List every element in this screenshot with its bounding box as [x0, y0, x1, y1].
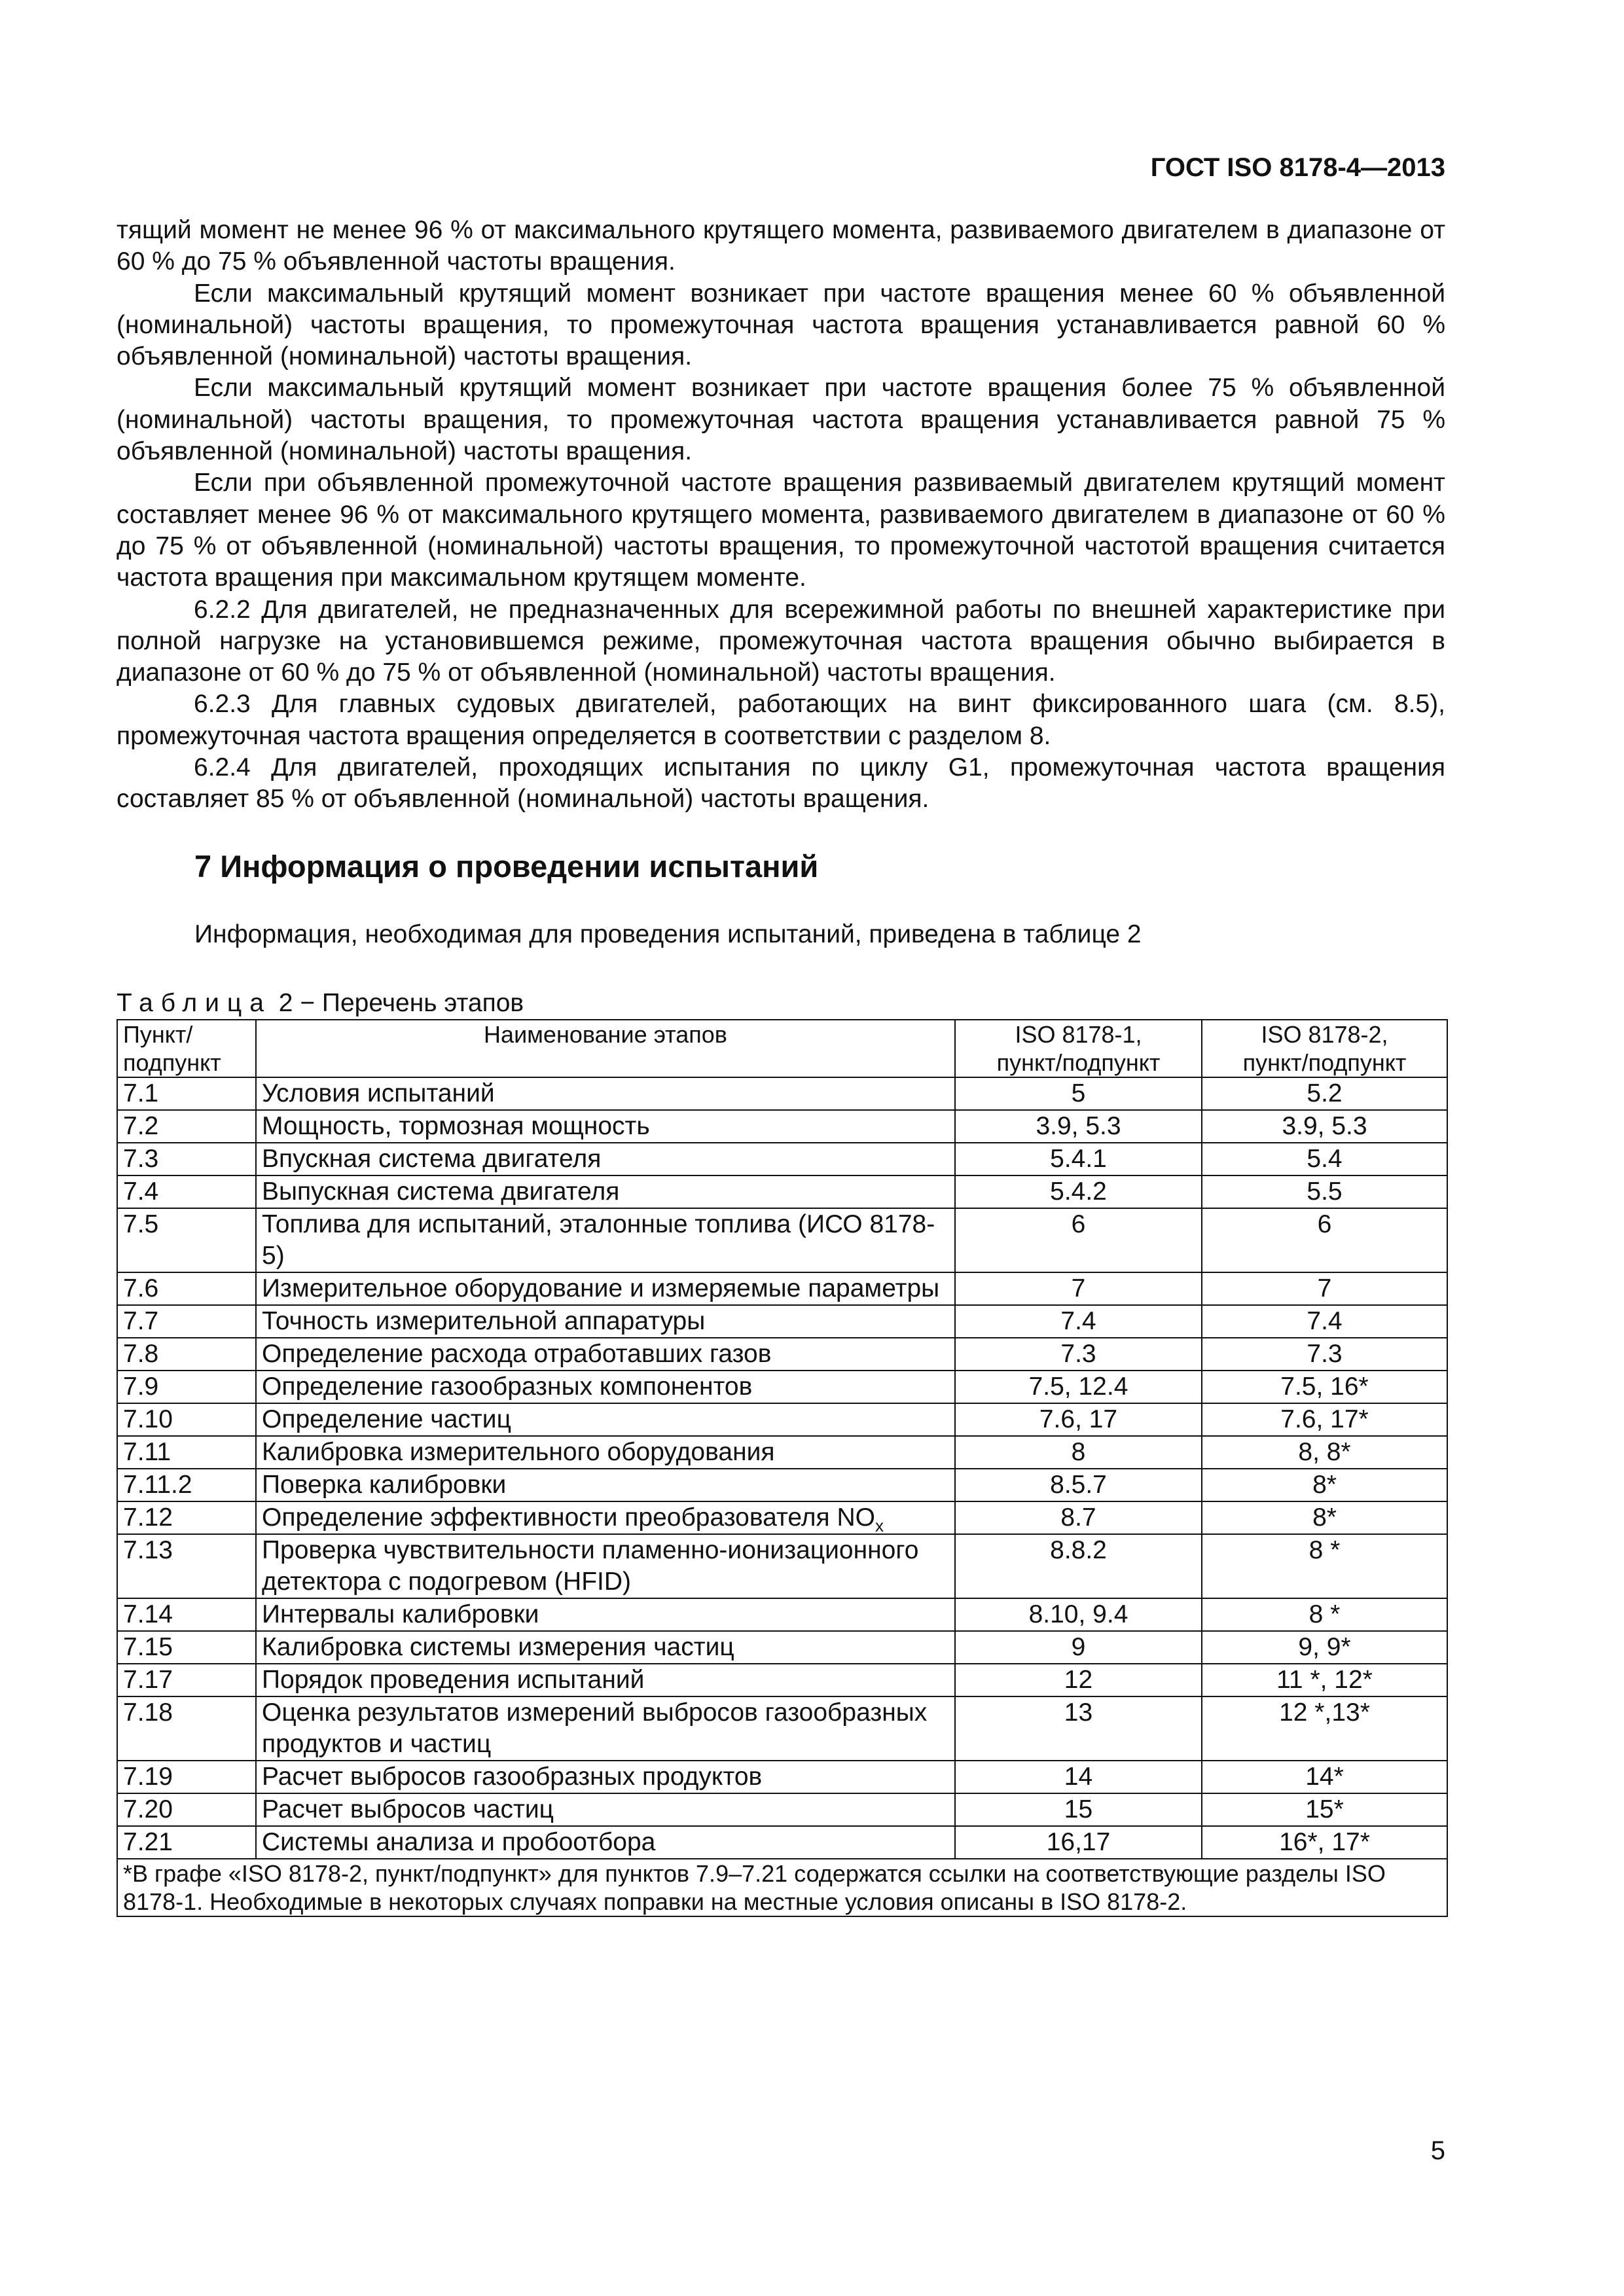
cell-stage-name: Порядок проведения испытаний: [256, 1664, 955, 1696]
cell-iso-8178-1: 9: [955, 1631, 1202, 1664]
cell-item: 7.9: [117, 1371, 256, 1403]
cell-item: 7.5: [117, 1208, 256, 1272]
cell-iso-8178-1: 7.4: [955, 1305, 1202, 1338]
cell-iso-8178-2: 8*: [1202, 1501, 1447, 1534]
table-footnote: *В графе «ISO 8178-2, пункт/подпункт» для пунктов 7.9–7.21 содержатся ссылки на соответствующие разделы ISO 8178-1. Необходимые в некоторых случаях поправки на местные условия описаны в ISO 8178-2.: [117, 1859, 1447, 1916]
cell-iso-8178-1: 8.7: [955, 1501, 1202, 1534]
table-row: [117, 1272, 1447, 1305]
cell-item: 7.17: [117, 1664, 256, 1696]
table-row: [117, 1305, 1447, 1338]
cell-item: 7.13: [117, 1534, 256, 1598]
table-row: [117, 1696, 1447, 1761]
cell-item: 7.15: [117, 1631, 256, 1664]
cell-iso-8178-1: 7: [955, 1272, 1202, 1305]
cell-iso-8178-1: 5: [955, 1077, 1202, 1110]
cell-stage-name: Точность измерительной аппаратуры: [256, 1305, 955, 1338]
cell-iso-8178-1: 15: [955, 1793, 1202, 1826]
cell-stage-name: Впускная система двигателя: [256, 1143, 955, 1175]
page-number: 5: [1430, 2136, 1445, 2165]
cell-item: 7.6: [117, 1272, 256, 1305]
cell-item: 7.12: [117, 1501, 256, 1534]
cell-stage-name: Оценка результатов измерений выбросов газообразных продуктов и частиц: [256, 1696, 955, 1761]
header-stage-name: Наименование этапов: [256, 1020, 955, 1077]
cell-item: 7.19: [117, 1761, 256, 1793]
table-caption: [117, 988, 524, 1019]
subscript: x: [875, 1515, 884, 1535]
table-body: [117, 1077, 1447, 1859]
document-code-header: ГОСТ ISO 8178-4—2013: [1150, 153, 1445, 182]
cell-stage-name: Интервалы калибровки: [256, 1598, 955, 1631]
table-caption-word: Таблица: [117, 989, 272, 1017]
table-caption-number: 2: [278, 989, 293, 1017]
table-row: [117, 1077, 1447, 1110]
cell-iso-8178-2: 3.9, 5.3: [1202, 1110, 1447, 1143]
table-footnote-row: [117, 1859, 1447, 1916]
cell-iso-8178-2: 12 *,13*: [1202, 1696, 1447, 1761]
section-intro: Информация, необходимая для проведения испытаний, приведена в таблице 2: [194, 920, 1142, 948]
cell-iso-8178-2: 7: [1202, 1272, 1447, 1305]
cell-iso-8178-1: 7.5, 12.4: [955, 1371, 1202, 1403]
cell-iso-8178-2: 8, 8*: [1202, 1436, 1447, 1469]
cell-iso-8178-2: 5.2: [1202, 1077, 1447, 1110]
cell-stage-name: Калибровка измерительного оборудования: [256, 1436, 955, 1469]
header-iso-8178-1: ISO 8178-1, пункт/подпункт: [955, 1020, 1202, 1077]
table-row: [117, 1143, 1447, 1175]
paragraph: 6.2.3 Для главных судовых двигателей, работающих на винт фиксированного шага (см. 8.5), промежуточная частота вращения определяется в соответствии с разделом 8.: [117, 690, 1445, 750]
cell-stage-name: Расчет выбросов газообразных продуктов: [256, 1761, 955, 1793]
table-row: [117, 1110, 1447, 1143]
cell-item: 7.11: [117, 1436, 256, 1469]
cell-item: 7.7: [117, 1305, 256, 1338]
cell-iso-8178-1: 13: [955, 1696, 1202, 1761]
cell-iso-8178-2: 7.5, 16*: [1202, 1371, 1447, 1403]
cell-iso-8178-2: 11 *, 12*: [1202, 1664, 1447, 1696]
cell-stage-name: Системы анализа и пробоотбора: [256, 1826, 955, 1859]
cell-stage-name: Расчет выбросов частиц: [256, 1793, 955, 1826]
table-row: [117, 1436, 1447, 1469]
cell-item: 7.4: [117, 1175, 256, 1208]
paragraph: 6.2.4 Для двигателей, проходящих испытания по циклу G1, промежуточная частота вращения составляет 85 % от объявленной (номинальной) частоты вращения.: [117, 753, 1445, 814]
header-item: Пункт/ подпункт: [117, 1020, 256, 1077]
cell-stage-name: Топлива для испытаний, эталонные топлива (ИСО 8178-5): [256, 1208, 955, 1272]
table-header-row: [117, 1020, 1447, 1077]
cell-iso-8178-2: 8 *: [1202, 1534, 1447, 1598]
cell-iso-8178-2: 7.6, 17*: [1202, 1403, 1447, 1436]
table-row: [117, 1534, 1447, 1598]
cell-item: 7.2: [117, 1110, 256, 1143]
table-row: [117, 1403, 1447, 1436]
table-row: [117, 1793, 1447, 1826]
cell-iso-8178-1: 8.10, 9.4: [955, 1598, 1202, 1631]
cell-iso-8178-2: 5.4: [1202, 1143, 1447, 1175]
section-heading: 7 Информация о проведении испытаний: [194, 849, 819, 884]
cell-stage-name: Условия испытаний: [256, 1077, 955, 1110]
paragraph: тящий момент не менее 96 % от максимального крутящего момента, развиваемого двигателем в диапазоне от 60 % до 75 % объявленной частоты вращения.: [117, 216, 1445, 276]
cell-item: 7.3: [117, 1143, 256, 1175]
cell-iso-8178-2: 16*, 17*: [1202, 1826, 1447, 1859]
cell-stage-name: Определение газообразных компонентов: [256, 1371, 955, 1403]
header-iso-8178-2: ISO 8178-2, пункт/подпункт: [1202, 1020, 1447, 1077]
cell-iso-8178-2: 8*: [1202, 1469, 1447, 1501]
cell-iso-8178-1: 16,17: [955, 1826, 1202, 1859]
table-row: [117, 1826, 1447, 1859]
table-row: [117, 1761, 1447, 1793]
paragraph: Если при объявленной промежуточной частоте вращения развиваемый двигателем крутящий момент составляет менее 96 % от максимального крутящего момента, развиваемого двигателем в диапазоне от 60 % до 75 % от объявленной (номинальной) частоты вращения, то промежуточной частотой вращения считается частота вращения при максимальном крутящем моменте.: [117, 469, 1445, 592]
cell-iso-8178-1: 6: [955, 1208, 1202, 1272]
body-text: [117, 215, 1445, 816]
cell-iso-8178-2: 7.4: [1202, 1305, 1447, 1338]
cell-stage-name: Калибровка системы измерения частиц: [256, 1631, 955, 1664]
cell-item: 7.20: [117, 1793, 256, 1826]
cell-iso-8178-1: 12: [955, 1664, 1202, 1696]
table-row: [117, 1598, 1447, 1631]
cell-stage-name: Мощность, тормозная мощность: [256, 1110, 955, 1143]
cell-item: 7.11.2: [117, 1469, 256, 1501]
cell-item: 7.14: [117, 1598, 256, 1631]
paragraph: Если максимальный крутящий момент возникает при частоте вращения менее 60 % объявленной (номинальной) частоты вращения, то промежуточная частота вращения устанавливается равной 60 % объявленной (номинальной) частоты вращения.: [117, 279, 1445, 371]
cell-iso-8178-1: 5.4.2: [955, 1175, 1202, 1208]
table-row: [117, 1338, 1447, 1371]
steps-table: [117, 1019, 1448, 1917]
table-row: [117, 1664, 1447, 1696]
cell-stage-name: Определение эффективности преобразователя $NO_x$: [256, 1501, 955, 1534]
table-row: [117, 1469, 1447, 1501]
cell-iso-8178-2: 9, 9*: [1202, 1631, 1447, 1664]
cell-iso-8178-1: 8: [955, 1436, 1202, 1469]
cell-iso-8178-1: 5.4.1: [955, 1143, 1202, 1175]
cell-stage-name: Определение расхода отработавших газов: [256, 1338, 955, 1371]
cell-iso-8178-1: 14: [955, 1761, 1202, 1793]
cell-item: 7.10: [117, 1403, 256, 1436]
cell-item: 7.8: [117, 1338, 256, 1371]
cell-iso-8178-1: 7.6, 17: [955, 1403, 1202, 1436]
cell-stage-name: Выпускная система двигателя: [256, 1175, 955, 1208]
cell-iso-8178-2: 14*: [1202, 1761, 1447, 1793]
paragraph: 6.2.2 Для двигателей, не предназначенных для всережимной работы по внешней характеристике при полной нагрузке на установившемся режиме, промежуточная частота вращения обычно выбирается в диапазоне от 60 % до 75 % от объявленной (номинальной) частоты вращения.: [117, 595, 1445, 687]
cell-stage-name: Измерительное оборудование и измеряемые параметры: [256, 1272, 955, 1305]
cell-iso-8178-2: 5.5: [1202, 1175, 1447, 1208]
cell-item: 7.21: [117, 1826, 256, 1859]
cell-iso-8178-2: 6: [1202, 1208, 1447, 1272]
paragraph: Если максимальный крутящий момент возникает при частоте вращения более 75 % объявленной (номинальной) частоты вращения, то промежуточная частота вращения устанавливается равной 75 % объявленной (номинальной) частоты вращения.: [117, 374, 1445, 466]
cell-iso-8178-2: 7.3: [1202, 1338, 1447, 1371]
table-caption-title: − Перечень этапов: [300, 989, 524, 1017]
cell-iso-8178-1: 7.3: [955, 1338, 1202, 1371]
cell-iso-8178-1: 8.8.2: [955, 1534, 1202, 1598]
cell-stage-name: Определение частиц: [256, 1403, 955, 1436]
cell-iso-8178-2: 15*: [1202, 1793, 1447, 1826]
table-row: [117, 1208, 1447, 1272]
table-row: [117, 1631, 1447, 1664]
table-row: [117, 1371, 1447, 1403]
cell-item: 7.1: [117, 1077, 256, 1110]
cell-iso-8178-1: 8.5.7: [955, 1469, 1202, 1501]
cell-item: 7.18: [117, 1696, 256, 1761]
table-row: [117, 1175, 1447, 1208]
cell-stage-name: Проверка чувствительности пламенно-ионизационного детектора с подогревом (HFID): [256, 1534, 955, 1598]
cell-iso-8178-2: 8 *: [1202, 1598, 1447, 1631]
table-row: [117, 1501, 1447, 1534]
cell-stage-name: Поверка калибровки: [256, 1469, 955, 1501]
cell-iso-8178-1: 3.9, 5.3: [955, 1110, 1202, 1143]
